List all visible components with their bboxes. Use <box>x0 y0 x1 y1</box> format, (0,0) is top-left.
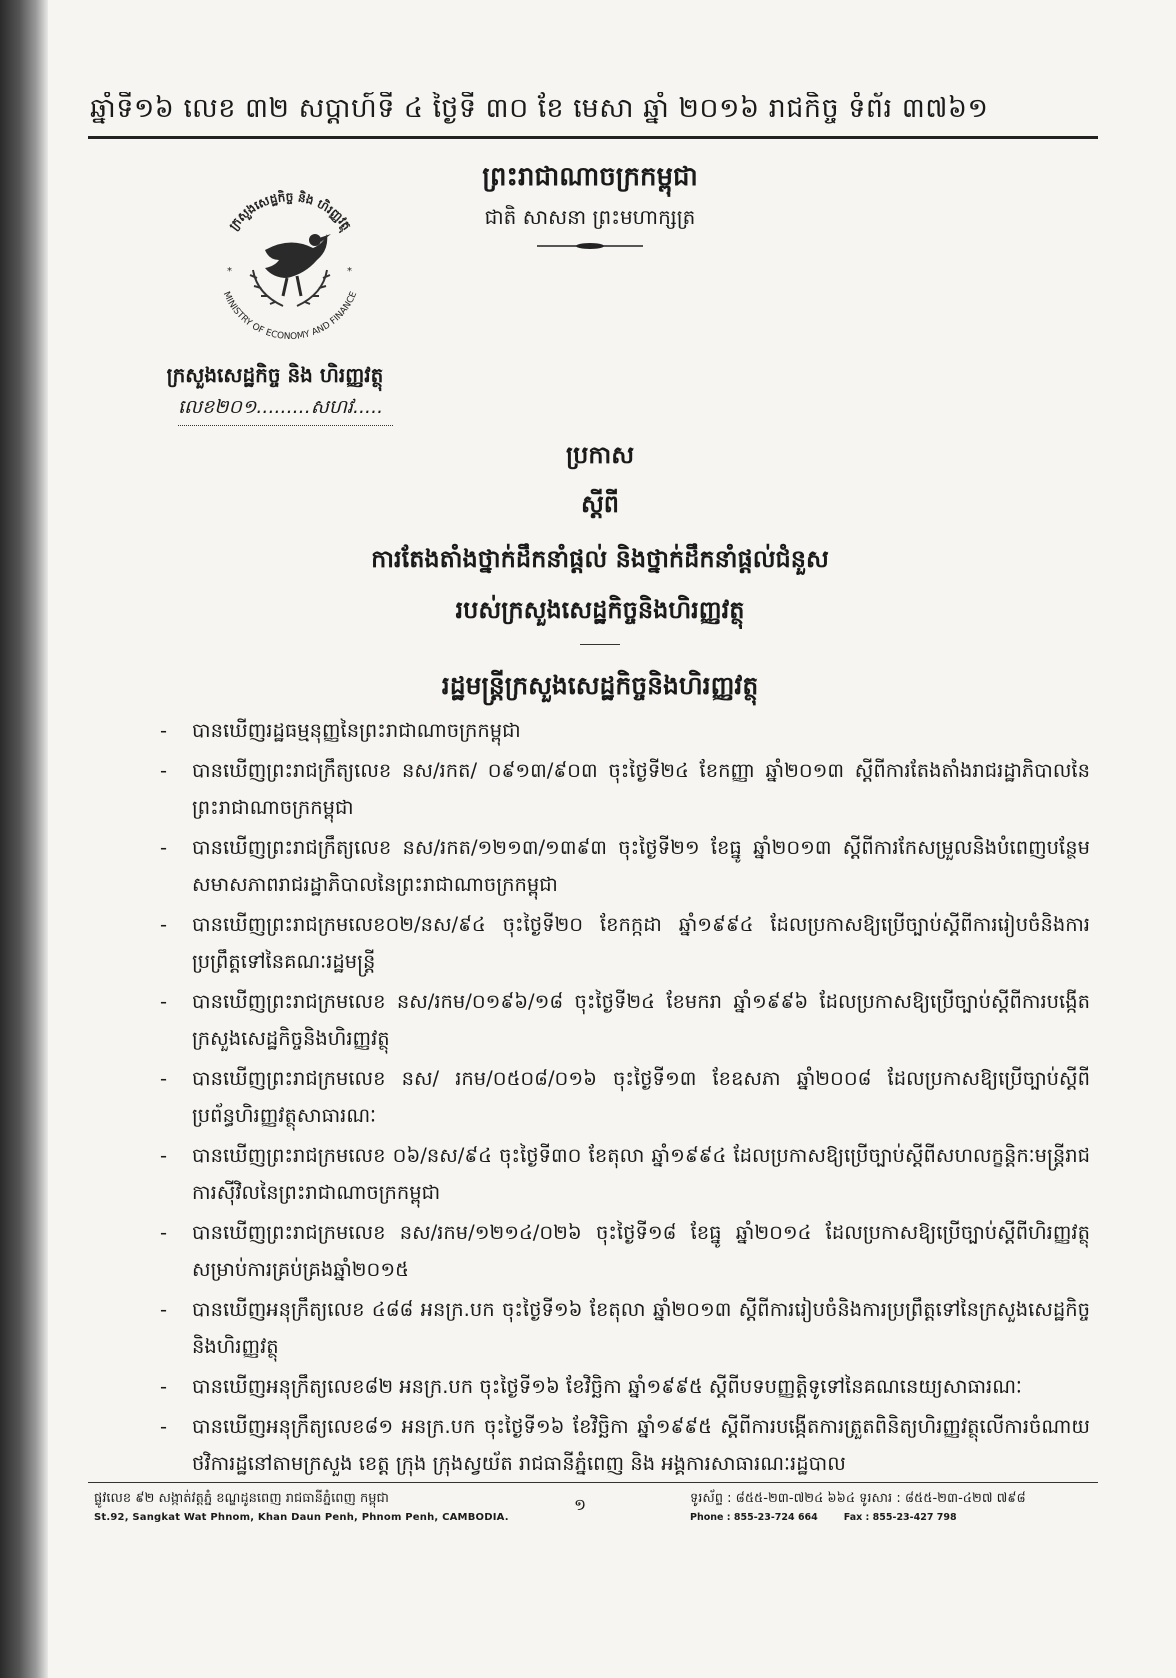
seal-text-kh: ក្រសួងសេដ្ឋកិច្ច និង ហិរញ្ញវត្ថុ <box>226 189 354 233</box>
list-item: - បានឃើញអនុក្រឹត្យលេខ៨២ អនក្រ.បក ចុះថ្ងៃទី១៦ ខែវិច្ឆិកា ឆ្នាំ១៩៩៥ ស្តីពីបទបញ្ញត្តិទូទៅនៃគណនេយ្យសាធារណៈ <box>160 1375 1022 1398</box>
svg-text:ក្រសួងសេដ្ឋកិច្ច និង ហិរញ្ញវត្ <box>226 189 354 235</box>
about-label: ស្តីពី <box>580 490 620 518</box>
seal-star-left: * <box>227 266 232 277</box>
kingdom-motto: ជាតិ សាសនា ព្រះមហាក្សត្រ <box>484 205 696 229</box>
address-kh: ផ្លូវលេខ ៩២ សង្កាត់វត្តភ្នំ ខណ្ឌដូនពេញ រាជធានីភ្នំពេញ កម្ពុជា <box>94 1491 389 1506</box>
ministry-name: ក្រសួងសេដ្ឋកិច្ច និង ហិរញ្ញវត្ថុ <box>166 363 384 387</box>
document-type: ប្រកាស <box>565 441 635 469</box>
gazette-header: ឆ្នាំទី១៦ លេខ ៣២ សប្តាហ៍ទី ៤ ថ្ងៃទី ៣០ ខែ មេសា ឆ្នាំ ២០១៦ រាជកិច្ច ទំព័រ ៣៧៦១ <box>90 93 989 124</box>
seal-star-right: * <box>347 266 352 277</box>
subject-line-1: ការតែងតាំងថ្នាក់ដឹកនាំផ្តល់ និងថ្នាក់ដឹកនាំផ្តល់ជំនួស <box>371 545 829 573</box>
header-divider <box>88 136 1098 139</box>
contact-kh: ទូរស័ព្ទ : ៨៥៥-២៣-៧២៤ ៦៦៤ ទូរសារ : ៨៥៥-២៣-៤២៧ ៧៩៨ <box>690 1491 1026 1506</box>
seal-text-en: MINISTRY OF ECONOMY AND FINANCE <box>220 290 360 343</box>
footer-divider <box>88 1482 1098 1483</box>
page-number: ១ <box>574 1495 587 1514</box>
list-item: - បានឃើញព្រះរាជក្រឹត្យលេខ នស/រកត/១២១៣/១៣៩៣ ចុះថ្ងៃទី២១ ខែធ្នូ ឆ្នាំ២០១៣ ស្តីពីការកែសម្រួលនិងបំពេញបន្ថែមសមាសភាពរាជរដ្ឋាភិបាលនៃព្រះរាជាណាចក្រកម្ពុជា <box>160 836 1090 896</box>
address-en: St.92, Sangkat Wat Phnom, Khan Daun Penh, Phnom Penh, CAMBODIA. <box>94 1512 509 1523</box>
scan-edge-shadow <box>0 0 48 1678</box>
footer-contact <box>690 1490 1090 1523</box>
list-item: - បានឃើញរដ្ឋធម្មនុញ្ញនៃព្រះរាជាណាចក្រកម្ពុជា <box>160 719 521 742</box>
title-divider <box>580 644 620 645</box>
fax-en: Fax : 855-23-427 798 <box>843 1512 957 1523</box>
list-item: - បានឃើញព្រះរាជក្រមលេខ នស/ រកម/០៥០៨/០១៦ ចុះថ្ងៃទី១៣ ខែឧសភា ឆ្នាំ២០០៨ ដែលប្រកាសឱ្យប្រើច្បាប់ស្តីពីប្រព័ន្ធហិរញ្ញវត្ថុសាធារណៈ <box>160 1067 1090 1127</box>
footer-address <box>94 1490 514 1523</box>
phone-en: Phone : 855-23-724 664 <box>690 1512 818 1523</box>
list-item: - បានឃើញព្រះរាជក្រមលេខ នស/រកម/០១៩៦/១៨ ចុះថ្ងៃទី២៤ ខែមករា ឆ្នាំ១៩៩៦ ដែលប្រកាសឱ្យប្រើច្បាប់ស្តីពីការបង្កើតក្រសួងសេដ្ឋកិច្ចនិងហិរញ្ញវត្ថុ <box>160 990 1090 1050</box>
list-item: - បានឃើញព្រះរាជក្រមលេខ នស/រកម/១២១៤/០២៦ ចុះថ្ងៃទី១៨ ខែធ្នូ ឆ្នាំ២០១៤ ដែលប្រកាសឱ្យប្រើច្បាប់ស្តីពីហិរញ្ញវត្ថុសម្រាប់ការគ្រប់គ្រងឆ្នាំ២០១៥ <box>160 1221 1090 1281</box>
ministry-seal <box>205 178 375 348</box>
list-item: - បានឃើញព្រះរាជក្រមលេខ ០៦/នស/៩៤ ចុះថ្ងៃទី៣០ ខែតុលា ឆ្នាំ១៩៩៤ ដែលប្រកាសឱ្យប្រើច្បាប់ស្តីពីសហលក្ខន្តិកៈមន្ត្រីរាជការស៊ីវិលនៃព្រះរាជាណាចក្រកម្ពុជា <box>160 1144 1090 1204</box>
visa-list <box>160 712 1090 1485</box>
list-item: - បានឃើញអនុក្រឹត្យលេខ៨១ អនក្រ.បក ចុះថ្ងៃទី១៦ ខែវិច្ឆិកា ឆ្នាំ១៩៩៥ ស្តីពីការបង្កើតការត្រួតពិនិត្យហិរញ្ញវត្ថុលើការចំណាយថវិការដ្ឋនៅតាមក្រសួង ខេត្ត ក្រុង ក្រុងស្វយ័ត រាជធានីភ្នំពេញ និង អង្គការសាធារណៈរដ្ឋបាល <box>160 1415 1090 1475</box>
contact-en <box>690 1512 1090 1523</box>
kingdom-name: ព្រះរាជាណាចក្រកម្ពុជា <box>482 162 698 192</box>
subject-line-2: របស់ក្រសួងសេដ្ឋកិច្ចនិងហិរញ្ញវត្ថុ <box>455 596 745 624</box>
kingdom-heading <box>440 160 740 250</box>
minister-title: រដ្ឋមន្ត្រីក្រសួងសេដ្ឋកិច្ចនិងហិរញ្ញវត្ថុ <box>441 671 759 700</box>
svg-text:MINISTRY OF ECONOMY AND FINANC <box>221 290 360 342</box>
document-title-block <box>160 440 1040 707</box>
list-item: - បានឃើញព្រះរាជក្រមលេខ០២/នស/៩៤ ចុះថ្ងៃទី២០ ខែកក្កដា ឆ្នាំ១៩៩៤ ដែលប្រកាសឱ្យប្រើច្បាប់ស្តីពីការរៀបចំនិងការប្រព្រឹត្តទៅនៃគណៈរដ្ឋមន្ត្រី <box>160 913 1090 973</box>
list-item: - បានឃើញអនុក្រឹត្យលេខ ៤៨៨ អនក្រ.បក ចុះថ្ងៃទី១៦ ខែតុលា ឆ្នាំ២០១៣ ស្តីពីការរៀបចំនិងការប្រព្រឹត្តទៅនៃក្រសួងសេដ្ឋកិច្ចនិងហិរញ្ញវត្ថុ <box>160 1298 1090 1358</box>
list-item: - បានឃើញព្រះរាជក្រឹត្យលេខ នស/រកត/ ០៩១៣/៩០៣ ចុះថ្ងៃទី២៤ ខែកញ្ញា ឆ្នាំ២០១៣ ស្តីពីការតែងតាំងរាជរដ្ឋាភិបាលនៃព្រះរាជាណាចក្រកម្ពុជា <box>160 759 1090 819</box>
reference-number: លេខ២០១.........សហវ..... <box>178 395 393 426</box>
ornament-divider <box>535 242 645 250</box>
